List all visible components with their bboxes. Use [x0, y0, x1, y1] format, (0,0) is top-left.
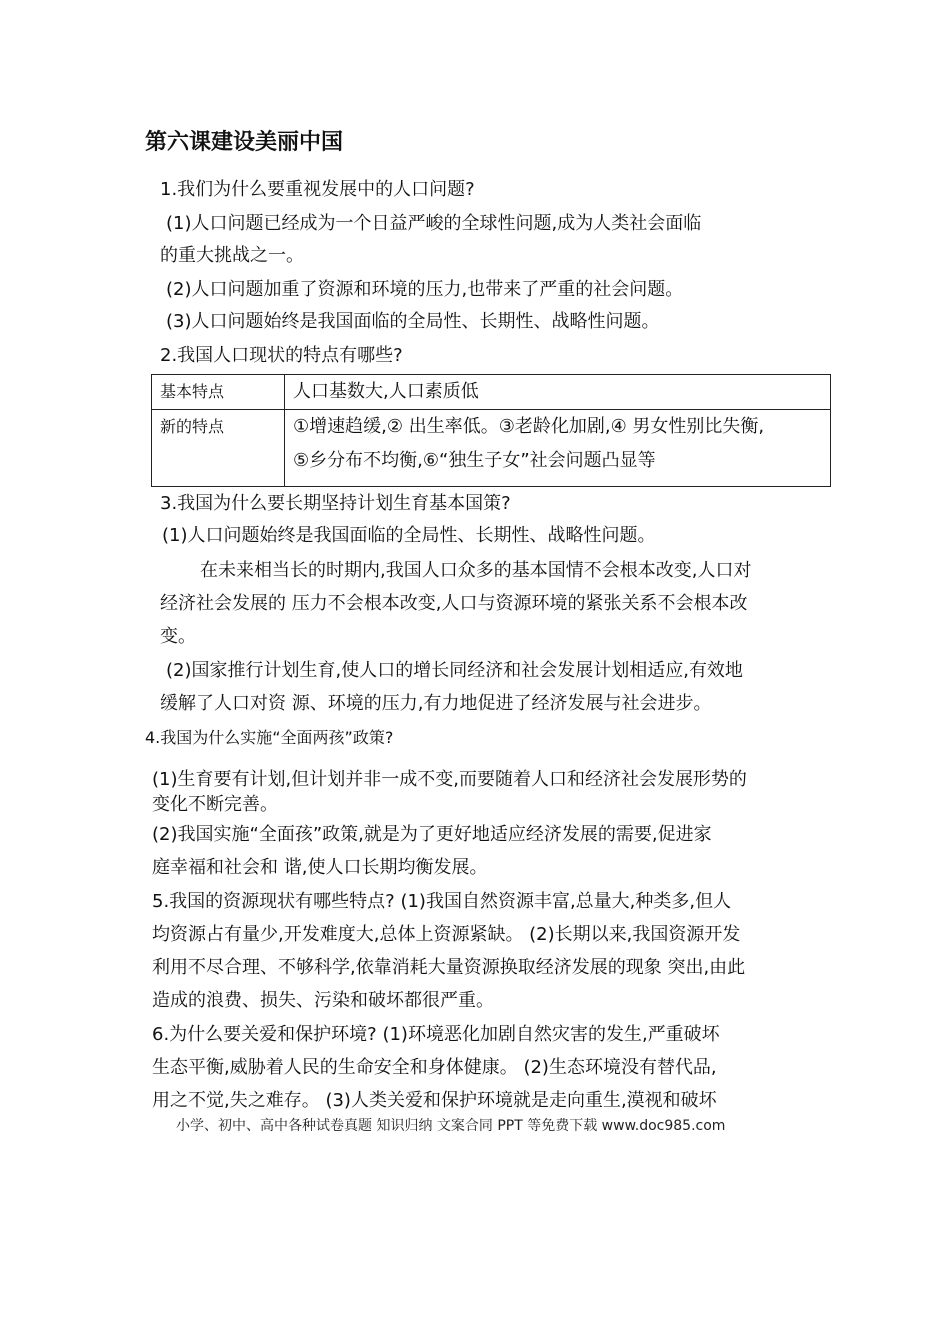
question-1: 1.我们为什么要重视发展中的人口问题?	[160, 179, 475, 200]
question-3: 3.我国为什么要长期坚持计划生育基本国策?	[160, 493, 511, 514]
population-table	[151, 374, 831, 487]
answer-4-2b: 庭幸福和社会和 谐,使人口长期均衡发展。	[152, 857, 488, 878]
table-cell-label: 新的特点	[152, 410, 285, 487]
question-5-line-1: 5.我国的资源现状有哪些特点? (1)我国自然资源丰富,总量大,种类多,但人	[152, 891, 732, 912]
table-cell-line: ①增速趋缓,② 出生率低。③老龄化加剧,④ 男女性别比失衡,	[293, 416, 765, 437]
question-2: 2.我国人口现状的特点有哪些?	[160, 345, 403, 366]
footer-text: 小学、初中、高中各种试卷真题 知识归纳 文案合同 PPT 等免费下载 www.doc985.com	[176, 1118, 726, 1134]
question-6-line-2: 生态平衡,威胁着人民的生命安全和身体健康。 (2)生态环境没有替代品,	[152, 1057, 717, 1078]
question-4: 4.我国为什么实施“全面两孩”政策?	[145, 728, 394, 747]
answer-4-1a: (1)生育要有计划,但计划并非一成不变,而要随着人口和经济社会发展形势的	[152, 769, 747, 790]
answer-1-1b: 的重大挑战之一。	[160, 245, 304, 266]
table-cell-line: ⑤乡分布不均衡,⑥“独生子女”社会问题凸显等	[293, 450, 656, 471]
answer-3-2a: (2)国家推行计划生育,使人口的增长同经济和社会发展计划相适应,有效地	[166, 660, 743, 681]
answer-3-p3: 变。	[160, 626, 196, 647]
answer-3-p2: 经济社会发展的 压力不会根本改变,人口与资源环境的紧张关系不会根本改	[160, 593, 748, 614]
answer-3-2b: 缓解了人口对资 源、环境的压力,有力地促进了经济发展与社会进步。	[160, 693, 712, 714]
table-row	[152, 410, 831, 487]
question-5-line-3: 利用不尽合理、不够科学,依靠消耗大量资源换取经济发展的现象 突出,由此	[152, 957, 746, 978]
question-6-line-1: 6.为什么要关爱和保护环境? (1)环境恶化加剧自然灾害的发生,严重破坏	[152, 1024, 720, 1045]
question-6-line-3: 用之不觉,失之难存。 (3)人类关爱和保护环境就是走向重生,漠视和破坏	[152, 1090, 717, 1111]
question-5-line-4: 造成的浪费、损失、污染和破坏都很严重。	[152, 990, 494, 1011]
answer-1-2: (2)人口问题加重了资源和环境的压力,也带来了严重的社会问题。	[166, 279, 684, 300]
answer-3-p1: 在未来相当长的时期内,我国人口众多的基本国情不会根本改变,人口对	[200, 560, 752, 581]
page-title: 第六课建设美丽中国	[145, 130, 344, 155]
answer-3-1: (1)人口问题始终是我国面临的全局性、长期性、战略性问题。	[162, 525, 656, 546]
answer-4-1b: 变化不断完善。	[152, 794, 278, 815]
table-row	[152, 375, 831, 410]
question-5-line-2: 均资源占有量少,开发难度大,总体上资源紧缺。 (2)长期以来,我国资源开发	[152, 924, 741, 945]
answer-4-2a: (2)我国实施“全面孩”政策,就是为了更好地适应经济发展的需要,促进家	[152, 824, 712, 845]
table-cell-label: 基本特点	[152, 375, 285, 410]
answer-1-1a: (1)人口问题已经成为一个日益严峻的全球性问题,成为人类社会面临	[166, 213, 702, 234]
table-cell-value: 人口基数大,人口素质低	[285, 375, 831, 410]
answer-1-3: (3)人口问题始终是我国面临的全局性、长期性、战略性问题。	[166, 311, 660, 332]
table-cell-value	[285, 410, 831, 487]
